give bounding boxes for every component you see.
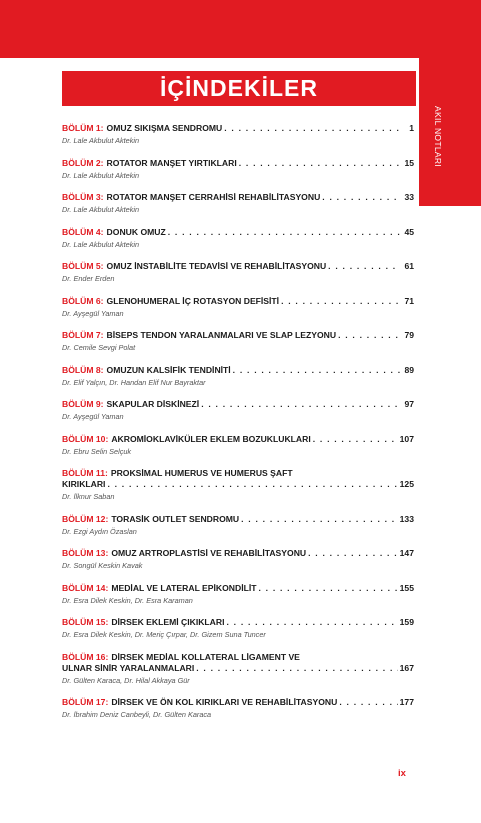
- page-number: ix: [398, 768, 406, 779]
- chapter-title: DİRSEK EKLEMİ ÇIKIKLARI: [111, 617, 225, 627]
- toc-entry-heading: [62, 514, 414, 525]
- leader-dots: [201, 399, 400, 410]
- chapter-title: SKAPULAR DİSKİNEZİ: [106, 399, 200, 409]
- toc-entry-heading: [62, 261, 414, 272]
- page-title: İÇİNDEKİLER: [62, 71, 416, 106]
- chapter-label: BÖLÜM 8:: [62, 364, 104, 375]
- toc-entry-heading: [62, 296, 414, 307]
- leader-dots: [239, 158, 400, 169]
- page-ref: 107: [399, 433, 414, 444]
- toc-entry[interactable]: [62, 514, 414, 537]
- chapter-author: Dr. Lale Akbulut Aktekin: [62, 170, 140, 180]
- chapter-label: BÖLÜM 1:: [62, 123, 104, 133]
- chapter-label: BÖLÜM 3:: [62, 192, 104, 202]
- chapter-label: BÖLÜM 7:: [62, 330, 104, 340]
- leader-dots: [313, 434, 398, 445]
- toc-entry-heading: [62, 227, 414, 238]
- chapter-title: OMUZ İNSTABİLİTE TEDAVİSİ VE REHABİLİTASYONU: [106, 261, 327, 271]
- chapter-author: Dr. Ayşegül Yaman: [62, 308, 124, 318]
- chapter-author: Dr. Ender Erden: [62, 274, 115, 283]
- page-ref: 45: [404, 226, 414, 237]
- page-ref: 125: [399, 479, 414, 489]
- toc-entry[interactable]: [62, 617, 414, 640]
- page-ref: 1: [409, 123, 414, 133]
- leader-dots: [233, 365, 400, 376]
- chapter-label: BÖLÜM 9:: [62, 399, 104, 409]
- chapter-author: Dr. Ebru Selin Selçuk: [62, 446, 132, 456]
- toc-entry[interactable]: [62, 365, 414, 388]
- toc-entry[interactable]: [62, 158, 414, 181]
- toc-entry-heading: [62, 365, 414, 376]
- page-ref: 71: [404, 295, 414, 306]
- chapter-title: OMUZ ARTROPLASTİSİ VE REHABİLİTASYONU: [111, 548, 307, 558]
- chapter-title: OMUZ SIKIŞMA SENDROMU: [106, 123, 223, 133]
- chapter-author: Dr. İbrahim Deniz Canbeyli, Dr. Gülten Karaca: [62, 710, 212, 719]
- page-ref: 97: [404, 399, 414, 409]
- chapter-title-cont: ULNAR SİNİR YARALANMALARI: [62, 662, 195, 673]
- chapter-title: PROKSİMAL HUMERUS VE HUMERUS ŞAFT: [110, 468, 293, 478]
- page-ref: 167: [399, 662, 414, 673]
- leader-dots: [322, 192, 400, 203]
- chapter-title: ROTATOR MANŞET YIRTIKLARI: [106, 157, 237, 168]
- chapter-author: Dr. Esra Dilek Keskin, Dr. Meriç Çırpar, Dr. Gizem Suna Tuncer: [62, 630, 266, 639]
- leader-dots: [281, 296, 400, 307]
- chapter-label: BÖLÜM 11:: [62, 468, 108, 478]
- side-tab-label: AKIL NOTLARI: [433, 106, 443, 167]
- chapter-label: BÖLÜM 6:: [62, 295, 104, 306]
- chapter-title: DONUK OMUZ: [106, 226, 166, 237]
- table-of-contents: [62, 123, 414, 732]
- toc-entry-heading: [62, 123, 414, 134]
- chapter-author: Dr. Ezgi Aydın Özaslan: [62, 526, 137, 536]
- leader-dots: [241, 514, 398, 525]
- toc-entry[interactable]: [62, 296, 414, 319]
- page-ref: 147: [399, 548, 414, 558]
- page-ref: 155: [399, 582, 414, 593]
- toc-entry[interactable]: [62, 192, 414, 215]
- toc-entry[interactable]: [62, 399, 414, 422]
- page-ref: 159: [399, 617, 414, 627]
- chapter-author: Dr. Elif Yalçın, Dr. Handan Elif Nur Bayraktar: [62, 377, 206, 387]
- toc-entry[interactable]: [62, 468, 414, 502]
- chapter-label: BÖLÜM 17:: [62, 697, 109, 707]
- chapter-title: DİRSEK VE ÖN KOL KIRIKLARI VE REHABİLİTASYONU: [111, 697, 338, 707]
- toc-entry[interactable]: [62, 123, 414, 146]
- chapter-title: GLENOHUMERAL İÇ ROTASYON DEFİSİTİ: [106, 295, 280, 306]
- chapter-label: BÖLÜM 5:: [62, 261, 104, 271]
- chapter-author: Dr. Lale Akbulut Aktekin: [62, 205, 140, 214]
- toc-entry[interactable]: [62, 652, 414, 686]
- chapter-author: Dr. İlknur Saban: [62, 492, 115, 501]
- top-red-band: [0, 0, 481, 58]
- toc-entry-heading: [62, 330, 414, 341]
- chapter-title-cont: KIRIKLARI: [62, 479, 106, 489]
- chapter-author: Dr. Lale Akbulut Aktekin: [62, 136, 140, 145]
- toc-entry-heading: [62, 583, 414, 594]
- chapter-title: OMUZUN KALSİFİK TENDİNİTİ: [106, 364, 231, 375]
- chapter-label: BÖLÜM 2:: [62, 157, 104, 168]
- chapter-title: BİSEPS TENDON YARALANMALARI VE SLAP LEZYONU: [106, 330, 337, 340]
- page-ref: 15: [404, 157, 414, 168]
- toc-entry-heading: [62, 468, 414, 479]
- leader-dots: [328, 261, 400, 272]
- toc-entry[interactable]: [62, 548, 414, 571]
- toc-entry[interactable]: [62, 227, 414, 250]
- chapter-title: MEDİAL VE LATERAL EPİKONDİLİT: [111, 582, 257, 593]
- toc-entry[interactable]: [62, 330, 414, 353]
- chapter-title: ROTATOR MANŞET CERRAHİSİ REHABİLİTASYONU: [106, 192, 321, 202]
- toc-entry[interactable]: [62, 697, 414, 720]
- leader-dots: [168, 227, 400, 238]
- page-ref: 133: [399, 513, 414, 524]
- chapter-title: TORASİK OUTLET SENDROMU: [111, 513, 240, 524]
- chapter-label: BÖLÜM 4:: [62, 226, 104, 237]
- toc-entry-heading: [62, 192, 414, 203]
- toc-entry-heading: [62, 697, 414, 708]
- toc-entry-heading: [62, 652, 414, 663]
- leader-dots: [224, 123, 400, 134]
- page-ref: 177: [399, 697, 414, 707]
- chapter-title: DİRSEK MEDİAL KOLLATERAL LİGAMENT VE: [111, 651, 300, 662]
- toc-entry[interactable]: [62, 583, 414, 606]
- chapter-author: Dr. Esra Dilek Keskin, Dr. Esra Karaman: [62, 595, 193, 605]
- chapter-label: BÖLÜM 15:: [62, 617, 109, 627]
- chapter-author: Dr. Gülten Karaca, Dr. Hilal Akkaya Gür: [62, 675, 190, 685]
- chapter-label: BÖLÜM 10:: [62, 433, 109, 444]
- chapter-author: Dr. Songül Keskin Kavak: [62, 561, 143, 570]
- chapter-label: BÖLÜM 12:: [62, 513, 109, 524]
- page-ref: 33: [404, 192, 414, 202]
- leader-dots: [308, 548, 398, 559]
- toc-entry-heading-cont: [62, 663, 414, 674]
- chapter-author: Dr. Lale Akbulut Aktekin: [62, 239, 140, 249]
- toc-entry-heading: [62, 434, 414, 445]
- leader-dots: [339, 697, 397, 708]
- toc-entry[interactable]: [62, 434, 414, 457]
- toc-entry-heading: [62, 617, 414, 628]
- toc-entry-heading: [62, 399, 414, 410]
- toc-entry[interactable]: [62, 261, 414, 284]
- toc-entry-heading: [62, 158, 414, 169]
- side-tab: [419, 58, 481, 206]
- page-ref: 61: [404, 261, 414, 271]
- toc-entry-heading: [62, 548, 414, 559]
- chapter-label: BÖLÜM 13:: [62, 548, 109, 558]
- leader-dots: [226, 617, 397, 628]
- leader-dots: [338, 330, 400, 341]
- leader-dots: [196, 663, 397, 674]
- leader-dots: [258, 583, 397, 594]
- page-ref: 79: [404, 330, 414, 340]
- leader-dots: [107, 479, 397, 490]
- chapter-label: BÖLÜM 16:: [62, 651, 109, 662]
- chapter-author: Dr. Cemile Sevgi Polat: [62, 343, 136, 352]
- toc-entry-heading-cont: [62, 479, 414, 490]
- chapter-author: Dr. Ayşegül Yaman: [62, 412, 124, 421]
- page-ref: 89: [404, 364, 414, 375]
- chapter-title: AKROMİOKLAVİKÜLER EKLEM BOZUKLUKLARI: [111, 433, 311, 444]
- chapter-label: BÖLÜM 14:: [62, 582, 109, 593]
